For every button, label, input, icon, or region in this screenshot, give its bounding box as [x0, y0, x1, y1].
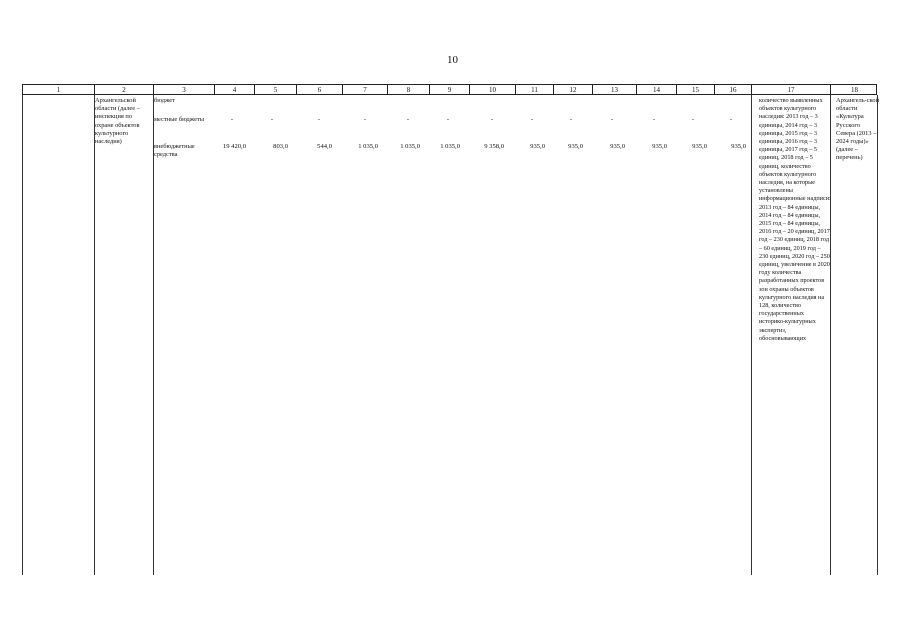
- extrabudget-value: 1 035,0: [358, 143, 378, 150]
- extrabudget-value: 935,0: [568, 143, 583, 150]
- local-budget-value: -: [363, 116, 367, 123]
- column-header: 6: [297, 85, 343, 95]
- funding-source-budget: бюджет: [154, 97, 175, 104]
- local-budget-value: -: [530, 116, 534, 123]
- column-header: 18: [851, 86, 858, 94]
- responsible-executor-cell: Архангельской области (далее – инспекция по охране объектов культурного наследия): [95, 97, 140, 146]
- column-header: 4: [215, 85, 255, 95]
- column-header: 3: [154, 85, 215, 95]
- local-budget-value: -: [317, 116, 321, 123]
- extrabudget-value: 935,0: [652, 143, 667, 150]
- column-header: 8: [388, 85, 430, 95]
- column-header: 1: [23, 85, 95, 95]
- target-indicators-cell: количество выявленных объектов культурного наследия: 2013 год – 3 единицы, 2014 год – 3 единицы, 2015 год – 3 единицы, 2016 год – 3 единицы, 2017 год – 5 единиц, 2018 год – 5 единиц, количество объектов культурного наследия, на которые установлены информационные надписи: 2013 год – 84 единицы, 2014 год – 84 единицы, 2015 год – 84 единицы, 2016 год – 20 единиц, 2017 год – 230 единиц, 2018 год – 60 единиц, 2019 год – 230 единиц, 2020 год – 250 единиц, увеличение в 2020 году количества разработанных проектов зон охраны объектов культурного наследия на 128, количество государственных историко-культурных экспертиз, обосновывающих: [759, 97, 831, 342]
- local-budget-value: -: [230, 116, 234, 123]
- extrabudget-value: 1 035,0: [400, 143, 420, 150]
- funding-source-extrabudget: внебюджетные средства: [154, 143, 195, 159]
- column-header: 9: [430, 85, 470, 95]
- local-budget-value: -: [446, 116, 450, 123]
- extrabudget-value: 1 035,0: [440, 143, 460, 150]
- column-header: 11: [516, 85, 554, 95]
- column-header: 12: [554, 85, 593, 95]
- extrabudget-value: 544,0: [317, 143, 332, 150]
- program-reference-cell: Архангель-ской области «Культура Русского Севера (2013 – 2024 годы)» (далее – перечень): [836, 97, 880, 162]
- local-budget-value: -: [610, 116, 614, 123]
- column-header: 2: [95, 85, 154, 95]
- column-header: 17: [752, 85, 831, 95]
- local-budget-value: -: [652, 116, 656, 123]
- table-rule: [94, 95, 95, 575]
- column-header: 5: [255, 85, 297, 95]
- table-header-row: [22, 84, 877, 95]
- local-budget-value: -: [569, 116, 573, 123]
- column-header: 16: [715, 85, 752, 95]
- extrabudget-value: 935,0: [731, 143, 746, 150]
- local-budget-value: -: [270, 116, 274, 123]
- local-budget-value: -: [691, 116, 695, 123]
- table-rule: [751, 95, 752, 575]
- extrabudget-value: 19 420,0: [222, 143, 246, 150]
- extrabudget-value: 935,0: [692, 143, 707, 150]
- column-header: 15: [677, 85, 715, 95]
- table-rule: [153, 95, 154, 575]
- column-header: 13: [593, 85, 637, 95]
- extrabudget-value: 935,0: [610, 143, 625, 150]
- extrabudget-value: 935,0: [530, 143, 545, 150]
- table-rule: [877, 95, 878, 575]
- extrabudget-value: 803,0: [273, 143, 288, 150]
- funding-source-local: местные бюджеты: [154, 116, 205, 123]
- column-header: 7: [343, 85, 388, 95]
- page-number: 10: [447, 54, 458, 66]
- column-header: 10: [470, 85, 516, 95]
- local-budget-value: -: [729, 116, 733, 123]
- local-budget-value: -: [490, 116, 494, 123]
- local-budget-value: -: [406, 116, 410, 123]
- table-rule: [22, 95, 23, 575]
- column-header: 14: [637, 85, 677, 95]
- extrabudget-value: 9 358,0: [484, 143, 504, 150]
